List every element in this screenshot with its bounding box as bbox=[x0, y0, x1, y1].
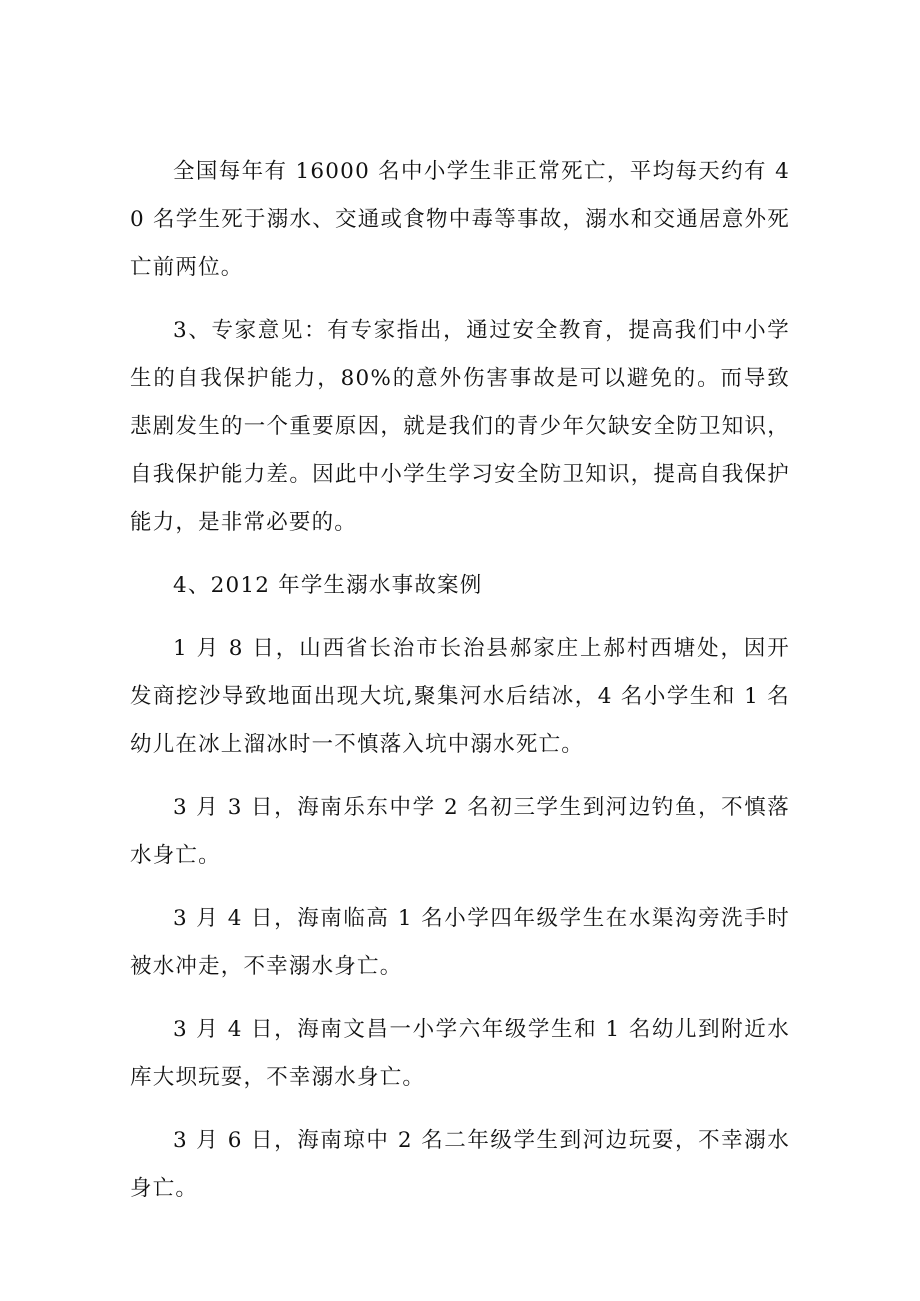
document-body bbox=[130, 148, 790, 1228]
section-heading-2012-cases: 4、2012 年学生溺水事故案例 bbox=[173, 573, 483, 598]
paragraph-case-mar-6: 3 月 6 日，海南琼中 2 名二年级学生到河边玩耍，不幸溺水身亡。 bbox=[130, 1128, 790, 1201]
paragraph-case-mar-4-wenchang: 3 月 4 日，海南文昌一小学六年级学生和 1 名幼儿到附近水库大坝玩耍，不幸溺水身亡。 bbox=[130, 1017, 790, 1090]
paragraph-case-mar-4-lingao: 3 月 4 日，海南临高 1 名小学四年级学生在水渠沟旁洗手时被水冲走，不幸溺水身亡。 bbox=[130, 906, 790, 979]
paragraph-case-mar-3: 3 月 3 日，海南乐东中学 2 名初三学生到河边钓鱼，不慎落水身亡。 bbox=[130, 795, 790, 868]
paragraph-expert-opinion: 3、专家意见：有专家指出，通过安全教育，提高我们中小学生的自我保护能力，80%的意外伤害事故是可以避免的。而导致悲剧发生的一个重要原因，就是我们的青少年欠缺安全防卫知识，自我保护能力差。因此中小学生学习安全防卫知识，提高自我保护能力，是非常必要的。 bbox=[130, 318, 790, 535]
paragraph-statistics: 全国每年有 16000 名中小学生非正常死亡，平均每天约有 40 名学生死于溺水、交通或食物中毒等事故，溺水和交通居意外死亡前两位。 bbox=[130, 159, 790, 280]
paragraph-case-jan-8: 1 月 8 日，山西省长治市长治县郝家庄上郝村西塘处，因开发商挖沙导致地面出现大坑,聚集河水后结冰，4 名小学生和 1 名幼儿在冰上溜冰时一不慎落入坑中溺水死亡。 bbox=[130, 636, 790, 757]
